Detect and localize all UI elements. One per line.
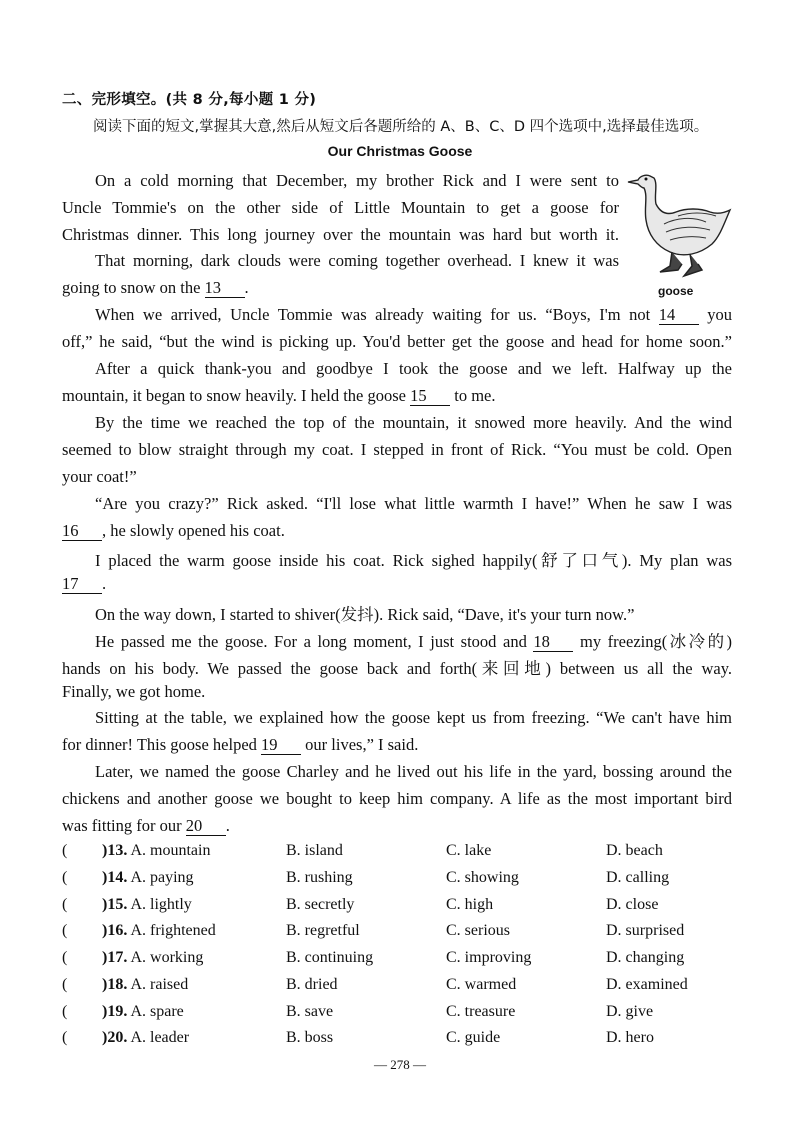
option-c[interactable]: C. treasure <box>446 1003 516 1020</box>
blank-17[interactable]: 17 <box>62 576 102 594</box>
story-line <box>62 521 732 541</box>
story-text: . <box>102 574 107 593</box>
story-line: off,” he said, “but the wind is picking up. You'd better get the goose and head for home soon.” <box>62 332 732 351</box>
story-line <box>62 735 732 755</box>
question-row <box>62 896 742 918</box>
answer-paren[interactable]: ( <box>62 869 68 886</box>
option-c[interactable]: C. warmed <box>446 976 517 993</box>
option-b[interactable]: B. continuing <box>286 949 374 966</box>
story-line: Later, we named the goose Charley and he lived out his life in the yard, bossing around the <box>95 762 732 781</box>
option-b[interactable]: B. island <box>286 842 343 859</box>
story-line: your coat!” <box>62 467 137 486</box>
story-line: On a cold morning that December, my brother Rick and I were sent to <box>95 171 619 190</box>
question-row <box>62 922 742 944</box>
story-text: for dinner! This goose helped <box>62 735 257 754</box>
goose-illustration <box>626 168 734 278</box>
option-a[interactable]: A. spare <box>130 1003 184 1020</box>
blank-13[interactable]: 13 <box>205 280 245 298</box>
option-b[interactable]: B. boss <box>286 1029 334 1046</box>
question-number: )19. <box>102 1003 128 1020</box>
story-line: seemed to blow straight through my coat. I stepped in front of Rick. “You must be cold. Open <box>62 440 732 459</box>
story-text: When we arrived, Uncle Tommie was already waiting for us. “Boys, I'm not <box>95 305 651 324</box>
option-b[interactable]: B. secretly <box>286 896 355 913</box>
story-line: I placed the warm goose inside his coat. Rick sighed happily(舒了口气). My plan was <box>95 551 732 570</box>
answer-paren[interactable]: ( <box>62 949 68 966</box>
story-text: mountain, it began to snow heavily. I held the goose <box>62 386 406 405</box>
question-number: )13. <box>102 842 128 859</box>
story-line: Sitting at the table, we explained how the goose kept us from freezing. “We can't have him <box>95 708 732 727</box>
option-a[interactable]: A. mountain <box>130 842 211 859</box>
story-line: “Are you crazy?” Rick asked. “I'll lose what little warmth I have!” When he saw I was <box>95 494 732 513</box>
story-line: That morning, dark clouds were coming together overhead. I knew it was <box>95 251 619 270</box>
story-text: . <box>225 816 230 835</box>
story-line <box>62 816 732 836</box>
option-b[interactable]: B. save <box>286 1003 334 1020</box>
blank-18[interactable]: 18 <box>533 634 573 652</box>
option-d[interactable]: D. close <box>606 896 659 913</box>
option-a[interactable]: A. working <box>130 949 204 966</box>
question-number: )17. <box>102 949 128 966</box>
story-text: , he slowly opened his coat. <box>102 521 285 540</box>
story-line: Finally, we got home. <box>62 682 206 701</box>
option-b[interactable]: B. regretful <box>286 922 360 939</box>
question-number: )16. <box>102 922 128 939</box>
story-line: Uncle Tommie's on the other side of Little Mountain to get a goose for <box>62 198 619 217</box>
answer-paren[interactable]: ( <box>62 896 68 913</box>
question-number: )14. <box>102 869 128 886</box>
section-title: 二、完形填空。(共 8 分,每小题 1 分) <box>62 92 317 108</box>
story-line <box>62 574 732 594</box>
instructions: 阅读下面的短文,掌握其大意,然后从短文后各题所给的 A、B、C、D 四个选项中,选择最佳选项。 <box>93 119 709 135</box>
blank-14[interactable]: 14 <box>659 307 699 325</box>
story-line: After a quick thank-you and goodbye I took the goose and we left. Halfway up the <box>95 359 732 378</box>
option-b[interactable]: B. rushing <box>286 869 353 886</box>
option-a[interactable]: A. raised <box>130 976 189 993</box>
question-number: )18. <box>102 976 128 993</box>
option-d[interactable]: D. surprised <box>606 922 685 939</box>
story-text: my freezing(冰冷的) <box>580 632 733 651</box>
blank-19[interactable]: 19 <box>261 737 301 755</box>
option-c[interactable]: C. serious <box>446 922 510 939</box>
question-row <box>62 869 742 891</box>
option-d[interactable]: D. hero <box>606 1029 654 1046</box>
story-line <box>62 305 732 325</box>
story-text: He passed me the goose. For a long moment, I just stood and <box>95 632 527 651</box>
question-number: )15. <box>102 896 128 913</box>
answer-paren[interactable]: ( <box>62 842 68 859</box>
goose-eye <box>645 178 648 181</box>
option-a[interactable]: A. lightly <box>130 896 192 913</box>
option-d[interactable]: D. give <box>606 1003 654 1020</box>
story-line: hands on his body. We passed the goose back and forth(来回地) between us all the way. <box>62 659 732 678</box>
story-line <box>62 628 732 652</box>
blank-16[interactable]: 16 <box>62 523 102 541</box>
page-number: — 278 — <box>374 1057 426 1072</box>
option-d[interactable]: D. changing <box>606 949 685 966</box>
option-d[interactable]: D. calling <box>606 869 670 886</box>
option-c[interactable]: C. high <box>446 896 494 913</box>
option-a[interactable]: A. frightened <box>130 922 216 939</box>
goose-body-shape <box>628 175 730 255</box>
story-text: going to snow on the <box>62 278 201 297</box>
story-text: was fitting for our <box>62 816 182 835</box>
story-text: you <box>707 305 732 324</box>
question-row <box>62 976 742 998</box>
story-line <box>62 386 732 406</box>
question-row <box>62 1003 742 1025</box>
question-row <box>62 949 742 971</box>
answer-paren[interactable]: ( <box>62 922 68 939</box>
story-title: Our Christmas Goose <box>327 143 473 159</box>
goose-caption: goose <box>658 284 694 298</box>
option-b[interactable]: B. dried <box>286 976 338 993</box>
option-d[interactable]: D. examined <box>606 976 688 993</box>
story-line: On the way down, I started to shiver(发抖). Rick said, “Dave, it's your turn now.” <box>95 605 635 624</box>
story-line: By the time we reached the top of the mountain, it snowed more heavily. And the wind <box>95 413 732 432</box>
option-a[interactable]: A. paying <box>130 869 194 886</box>
story-text: to me. <box>454 386 496 405</box>
option-d[interactable]: D. beach <box>606 842 663 859</box>
answer-paren[interactable]: ( <box>62 976 68 993</box>
blank-15[interactable]: 15 <box>410 388 450 406</box>
story-line: chickens and another goose we bought to keep him company. A life as the most important bird <box>62 789 732 808</box>
answer-paren[interactable]: ( <box>62 1003 68 1020</box>
blank-20[interactable]: 20 <box>186 818 226 836</box>
option-c[interactable]: C. improving <box>446 949 532 966</box>
story-text: . <box>244 278 249 297</box>
story-line: Christmas dinner. This long journey over the mountain was hard but worth it. <box>62 225 619 244</box>
question-row <box>62 842 742 864</box>
story-line <box>62 278 619 298</box>
goose-feet <box>660 252 702 276</box>
option-c[interactable]: C. showing <box>446 869 519 886</box>
question-number: )20. <box>102 1029 128 1046</box>
answer-paren[interactable]: ( <box>62 1029 68 1046</box>
option-a[interactable]: A. leader <box>130 1029 190 1046</box>
question-row <box>62 1029 742 1051</box>
story-text: our lives,” I said. <box>305 735 419 754</box>
option-c[interactable]: C. lake <box>446 842 492 859</box>
option-c[interactable]: C. guide <box>446 1029 501 1046</box>
